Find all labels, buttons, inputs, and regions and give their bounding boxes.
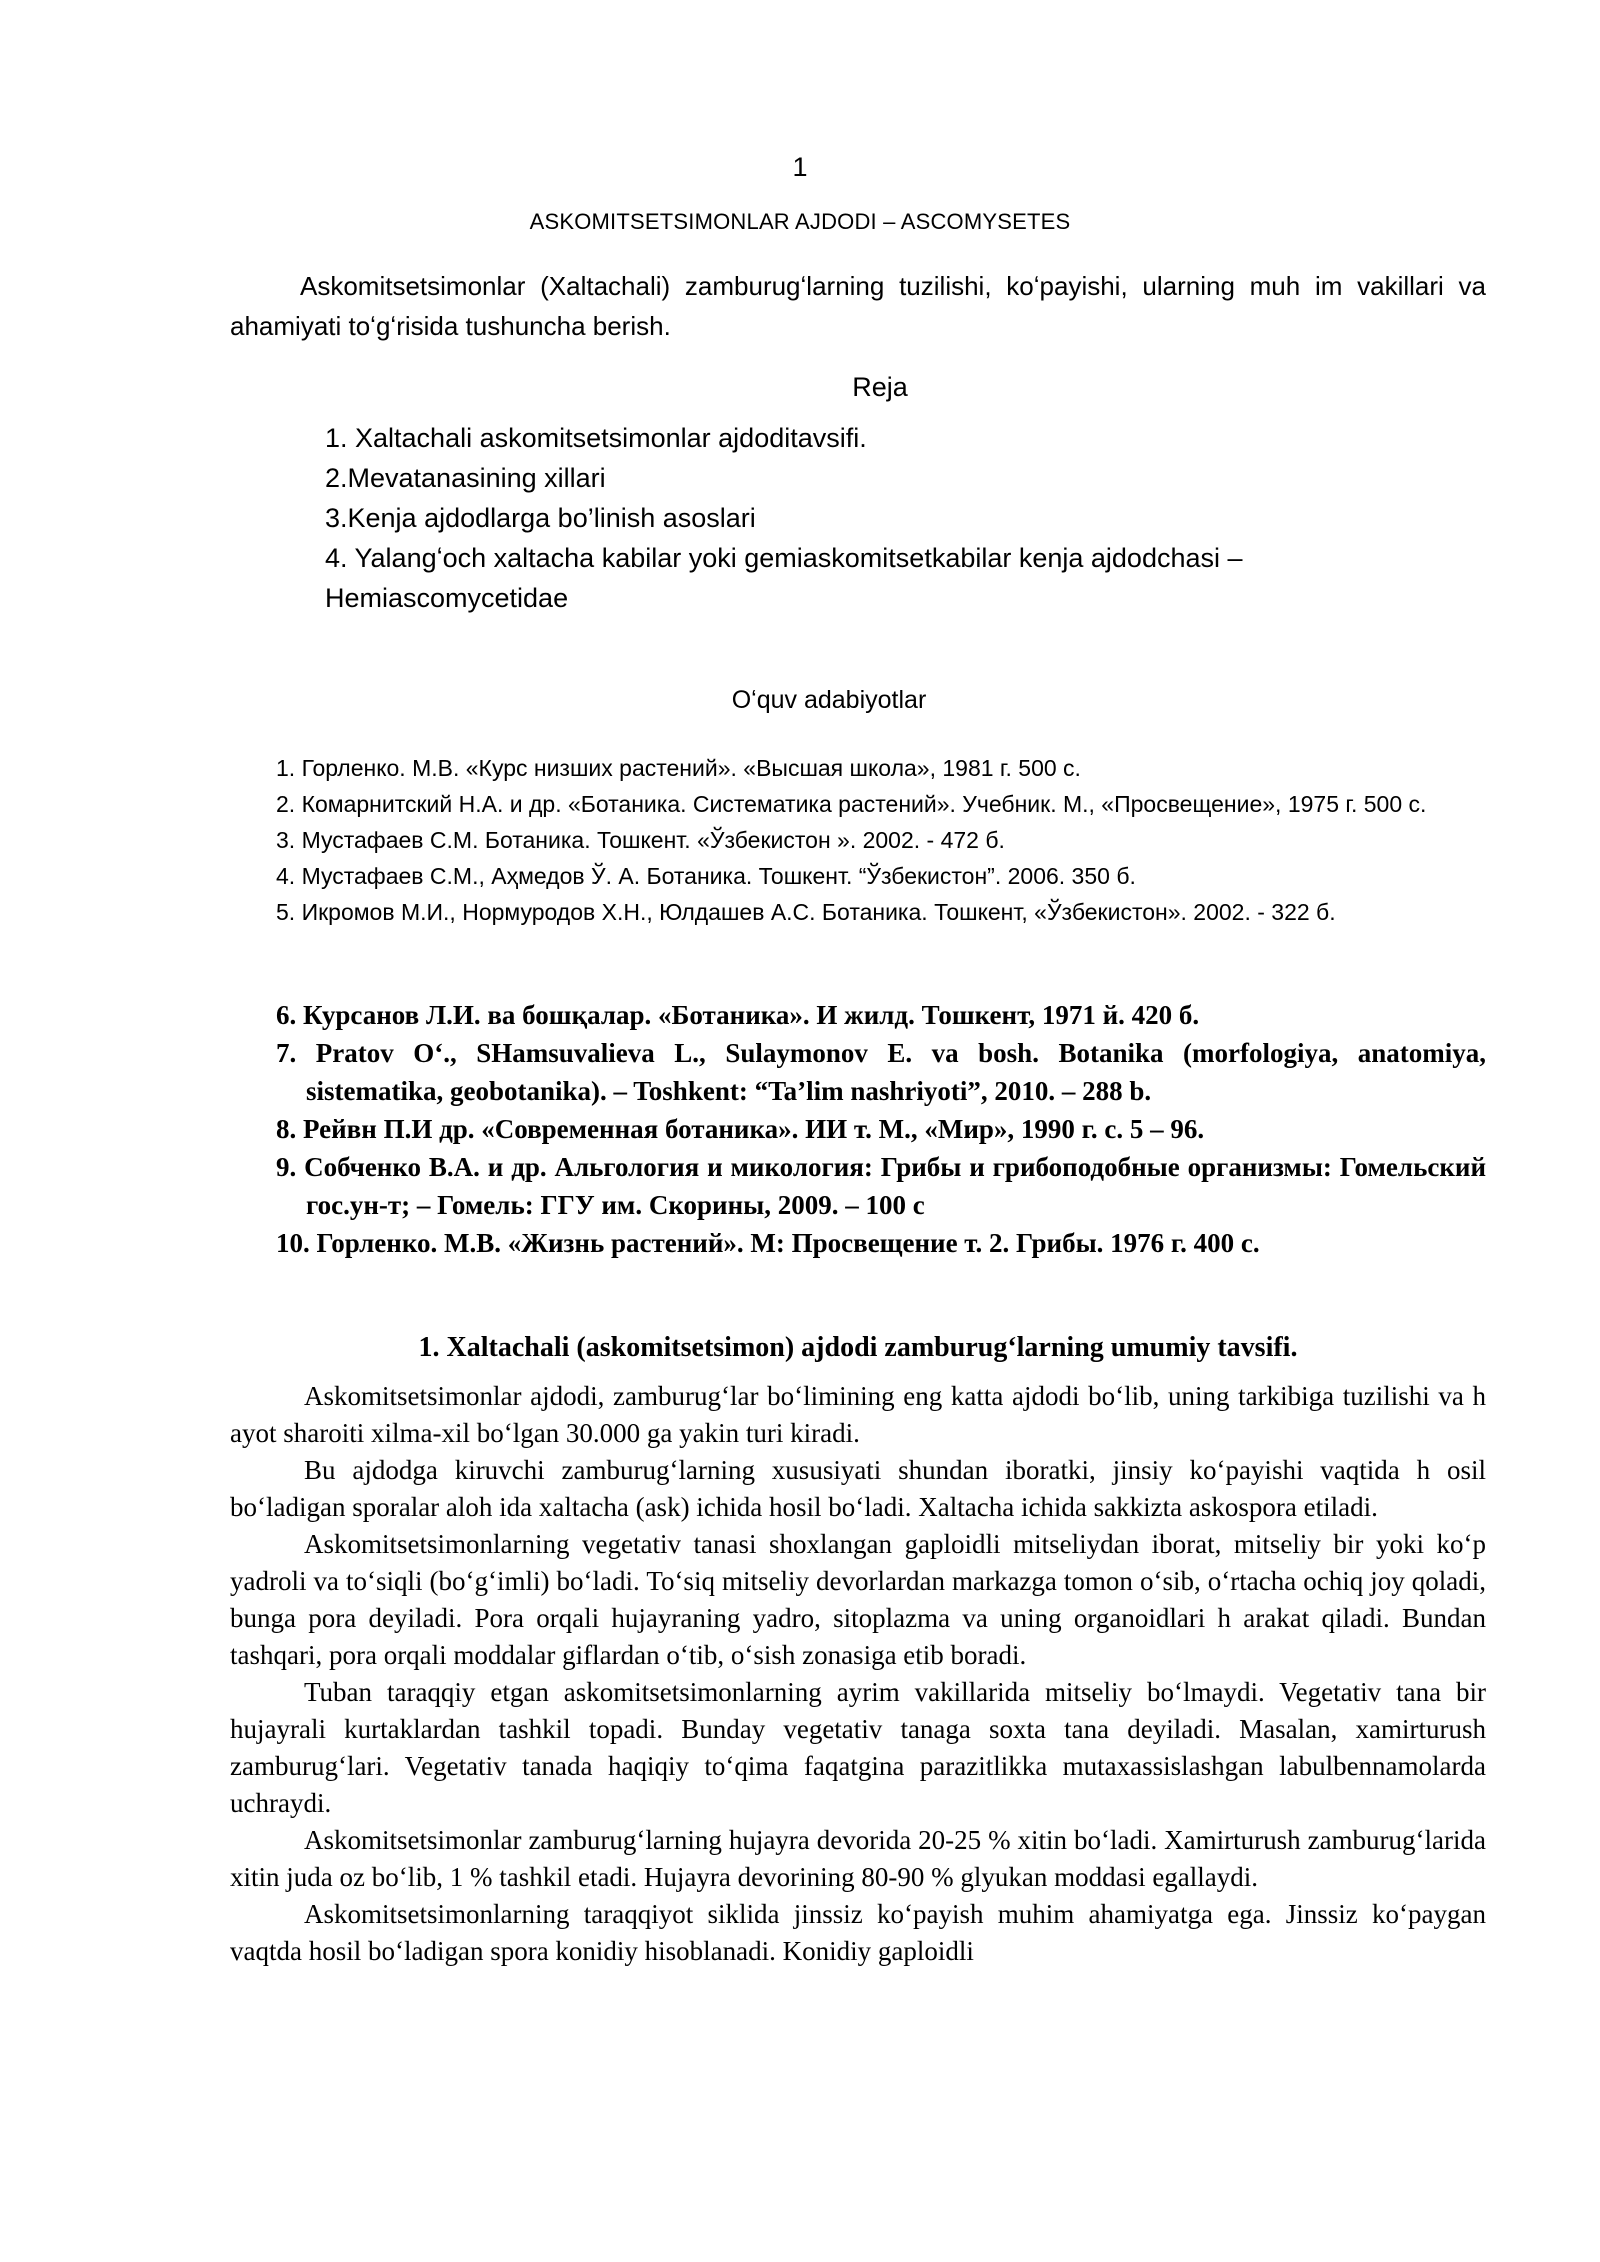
reference-item: 4. Мустафаев С.М., Аҳмедов Ў. А. Ботаника. Тошкент. “Ўзбекистон”. 2006. 350 б. <box>276 863 1136 889</box>
document-title: ASKOMITSETSIMONLAR AJDODI – ASCOMYSETES <box>529 209 1071 234</box>
section-heading: 1. Xaltachali (askomitsetsimon) ajdodi zamburugʻlarning umumiy tavsifi. <box>418 1332 1298 1363</box>
plan-item: 4. Yalangʻoch xaltacha kabilar yoki gemiaskomitsetkabilar kenja ajdodchasi – Hemiascomycetidae <box>325 543 1243 613</box>
reference-item: 7. Pratov Oʻ., SHamsuvalieva L., Sulaymonov E. va bosh. Botanika (morfologiya, anatomiya, sistematika, geobotanika). – Toshkent: “Ta’lim nashriyoti”, 2010. – 288 b. <box>276 1038 1486 1106</box>
reference-item: 3. Мустафаев С.М. Ботаника. Тошкент. «Ўзбекистон ». 2002. - 472 б. <box>276 827 1005 853</box>
body-paragraph: Askomitsetsimonlarning vegetativ tanasi shoxlangan gaploidli mitseliydan iborat, mitseliy bir yoki koʻp yadroli va toʻsiqli (boʻgʻimli) boʻladi. Toʻsiq mitseliy devorlardan markazga tomon oʻsib, oʻrtacha ochiq joy qoladi, bunga pora deyiladi. Pora orqali hujayraning yadro, sitoplazma va uning organoidlari h arakat qiladi. Bundan tashqari, pora orqali moddalar giflardan oʻtib, oʻsish zonasiga etib boradi. <box>230 1529 1486 1670</box>
reference-item: 10. Горленко. М.В. «Жизнь растений». М: Просвещение т. 2. Грибы. 1976 г. 400 с. <box>276 1228 1260 1258</box>
reference-item: 6. Курсанов Л.И. ва бошқалар. «Ботаника». И жилд. Тошкент, 1971 й. 420 б. <box>276 1000 1200 1030</box>
reference-list-bold <box>276 996 1486 1262</box>
plan-heading: Reja <box>852 372 908 402</box>
plan-item: 3.Kenja ajdodlarga bo’linish asoslari <box>325 503 756 533</box>
body-paragraph: Askomitsetsimonlar ajdodi, zamburugʻlar boʻlimining eng katta ajdodi boʻlib, uning tarkibiga tuzilishi va h ayot sharoiti xilma-xil boʻlgan 30.000 ga yakin turi kiradi. <box>230 1381 1486 1448</box>
reference-item: 1. Горленко. М.В. «Курс низших растений». «Высшая школа», 1981 г. 500 с. <box>276 755 1081 781</box>
plan-item: 2.Mevatanasining xillari <box>325 463 606 493</box>
reference-item: 5. Икромов М.И., Нормуродов Х.Н., Юлдашев А.С. Ботаника. Тошкент, «Ўзбекистон». 2002. - 322 б. <box>276 899 1336 925</box>
literature-heading: Oʻquv adabiyotlar <box>731 686 927 714</box>
reference-item: 2. Комарнитский Н.А. и др. «Ботаника. Систематика растений». Учебник. М., «Просвещение», 1975 г. 500 с. <box>276 791 1427 817</box>
reference-item: 9. Собченко В.А. и др. Альгология и микология: Грибы и грибоподобные организмы: Гомельский гос.ун-т; – Гомель: ГГУ им. Скорины, 2009. – 100 с <box>276 1152 1486 1220</box>
body-paragraph: Bu ajdodga kiruvchi zamburugʻlarning xususiyati shundan iboratki, jinsiy koʻpayishi vaqtida h osil boʻladigan sporalar aloh ida xaltacha (ask) ichida hosil boʻladi. Xaltacha ichida sakkizta askospora etiladi. <box>230 1455 1486 1522</box>
plan-list <box>325 418 1445 618</box>
body-paragraph: Askomitsetsimonlarning taraqqiyot siklida jinssiz koʻpayish muhim ahamiyatga ega. Jinssiz koʻpaygan vaqtda hosil boʻladigan spora konidiy hisoblanadi. Konidiy gaploidli <box>230 1899 1486 1966</box>
plan-item: 1. Xaltachali askomitsetsimonlar ajdoditavsifi. <box>325 423 867 453</box>
body-paragraph: Tuban taraqqiy etgan askomitsetsimonlarning ayrim vakillarida mitseliy boʻlmaydi. Vegetativ tana bir hujayrali kurtaklardan tashkil topadi. Bunday vegetativ tanaga soxta tana deyiladi. Masalan, xamirturush zamburugʻlari. Vegetativ tanada haqiqiy toʻqima faqatgina parazitlikka mutaxassislashgan labulbennamolarda uchraydi. <box>230 1677 1486 1818</box>
reference-list <box>276 750 1486 930</box>
page-number: 1 <box>792 152 808 182</box>
section-body <box>230 1378 1486 1970</box>
body-paragraph: Askomitsetsimonlar zamburugʻlarning hujayra devorida 20-25 % xitin boʻladi. Xamirturush zamburugʻlarida xitin juda oz boʻlib, 1 % tashkil etadi. Hujayra devorining 80-90 % glyukan moddasi egallaydi. <box>230 1825 1486 1892</box>
reference-item: 8. Рейвн П.И др. «Современная ботаника». ИИ т. М., «Мир», 1990 г. с. 5 – 96. <box>276 1114 1205 1144</box>
intro-paragraph: Askomitsetsimonlar (Xaltachali) zamburugʻlarning tuzilishi, koʻpayishi, ularning muh im vakillari va ahamiyati toʻgʻrisida tushuncha berish. <box>230 271 1486 341</box>
